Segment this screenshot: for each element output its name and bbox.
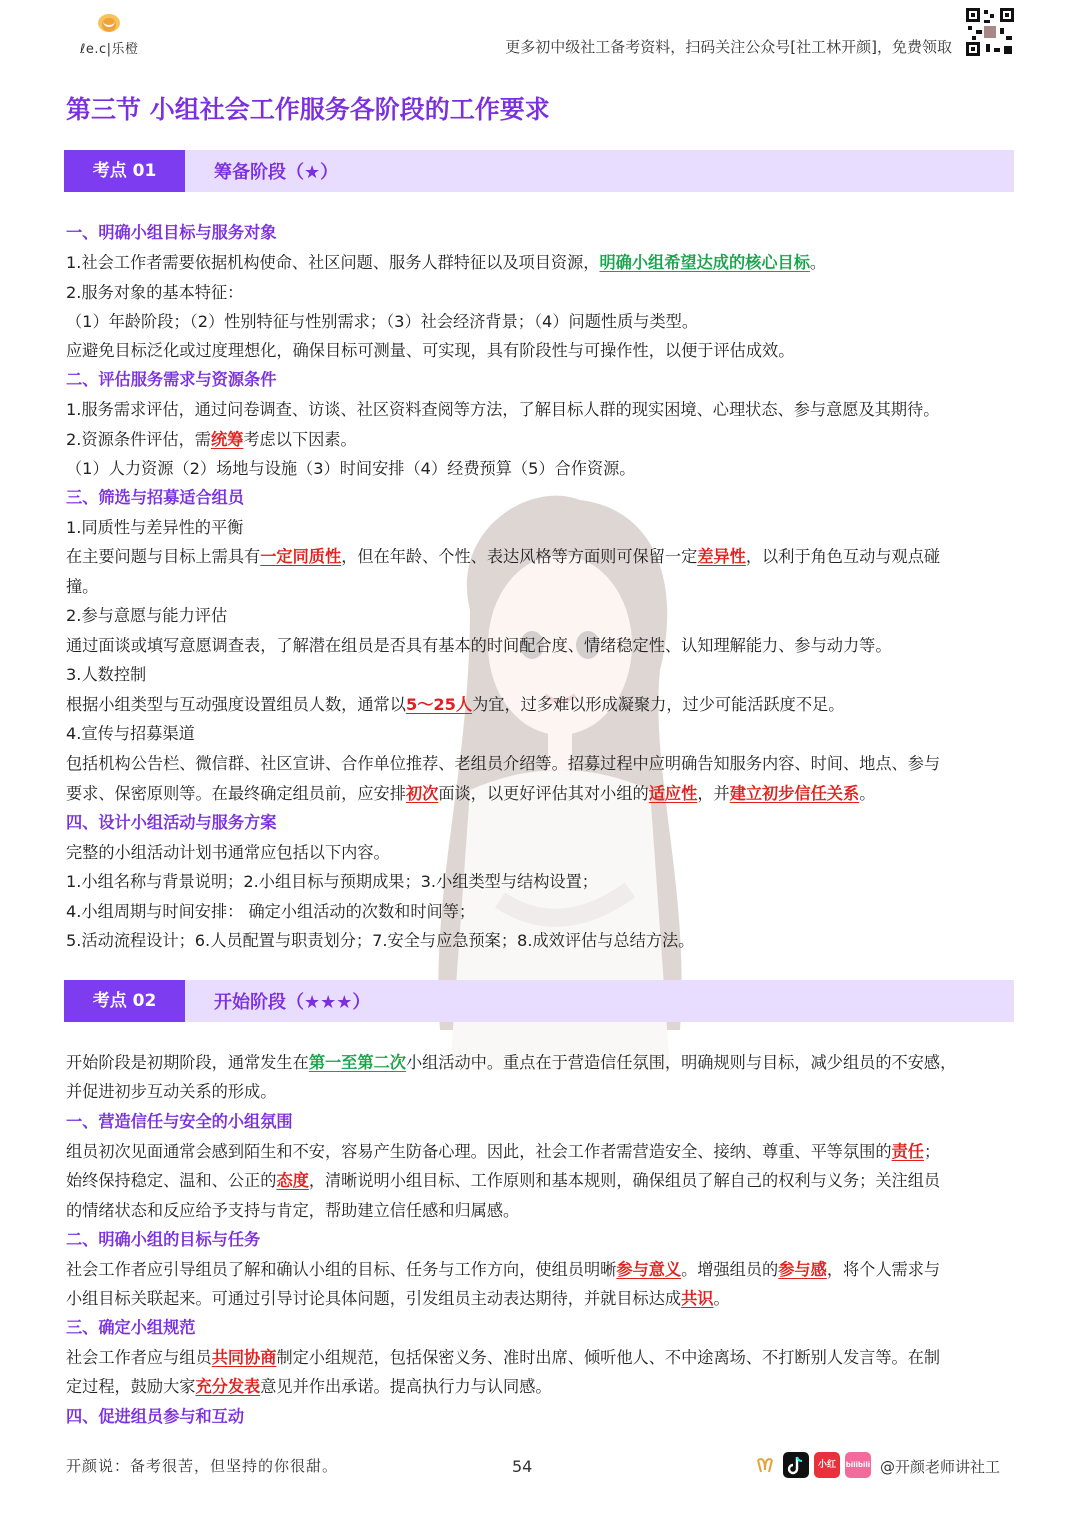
text-line	[66, 753, 940, 775]
text-run: 4.宣传与招募渠道	[66, 724, 195, 743]
page-number: 54	[512, 1457, 533, 1476]
subheading	[66, 222, 276, 244]
key-term: 明确小组希望达成的核心目标	[599, 253, 810, 272]
key-term: 统筹	[210, 430, 244, 449]
key-term: 建立初步信任关系	[729, 784, 860, 803]
text-line	[66, 399, 939, 421]
kaodian-tag: 考点 01	[64, 150, 185, 192]
text-run: 。	[713, 1289, 730, 1308]
text-line	[66, 1081, 276, 1103]
text-line	[66, 871, 598, 893]
text-line	[66, 1288, 730, 1310]
subheading	[66, 812, 276, 834]
text-line	[66, 517, 243, 539]
text-run: 考虑以下因素。	[243, 430, 357, 449]
text-run: 通过面谈或填写意愿调查表，了解潜在组员是否具有基本的时间配合度、情绪稳定性、认知理解能力、参与动力等。	[66, 636, 892, 655]
text-line	[66, 282, 243, 304]
footer-motto: 开颜说：备考很苦，但坚持的你很甜。	[66, 1457, 339, 1475]
key-term: 共识	[681, 1289, 714, 1308]
text-line	[66, 429, 357, 451]
subheading	[66, 1111, 293, 1133]
text-run: （1）年龄阶段；（2）性别特征与性别需求；（3）社会经济背景；（4）问题性质与类型。	[66, 312, 699, 331]
key-term: 一定同质性	[260, 547, 342, 566]
text-run: 面谈，以更好评估其对小组的	[438, 784, 649, 803]
subheading	[66, 1229, 260, 1251]
header-note: 更多初中级社工备考资料，扫码关注公众号[社工林开颜]，免费领取	[505, 38, 952, 56]
key-term: 适应性	[648, 784, 698, 803]
subheading-text: 四、设计小组活动与服务方案	[66, 813, 277, 832]
section-title: 第三节 小组社会工作服务各阶段的工作要求	[66, 95, 550, 124]
text-line	[66, 576, 98, 598]
text-run: 社会工作者应与组员	[66, 1348, 212, 1367]
text-run: 4.小组周期与时间安排： 确定小组活动的次数和时间等；	[66, 902, 476, 921]
key-term: 责任	[891, 1142, 924, 1161]
key-term: 参与意义	[616, 1260, 682, 1279]
text-run: 为宜，过多难以形成凝聚力，过少可能活跃度不足。	[472, 695, 845, 714]
text-line	[66, 1170, 940, 1192]
subheading-text: 一、营造信任与安全的小组氛围	[66, 1112, 293, 1131]
subheading	[66, 1317, 196, 1339]
text-run: 并促进初步互动关系的形成。	[66, 1082, 277, 1101]
qr-code-icon	[966, 8, 1014, 56]
text-run: ，以利于角色互动与观点碰	[745, 547, 941, 566]
subheading	[66, 487, 244, 509]
text-line	[66, 842, 390, 864]
kaodian-tag: 考点 02	[64, 980, 185, 1022]
logo	[80, 14, 150, 58]
subheading-text: 四、促进组员参与和互动	[66, 1407, 245, 1426]
text-line	[66, 458, 636, 480]
text-run: ，并	[697, 784, 730, 803]
text-run: ；	[923, 1142, 941, 1161]
text-run: 意见并作出承诺。提高执行力与认同感。	[260, 1377, 552, 1396]
tiktok-icon[interactable]	[783, 1452, 809, 1478]
text-run: ，清晰说明小组目标、工作原则和基本规则，确保组员了解自己的权利与义务；关注组员	[308, 1171, 941, 1190]
subheading-text: 一、明确小组目标与服务对象	[66, 223, 277, 242]
text-run: 根据小组类型与互动强度设置组员人数，通常以	[66, 695, 406, 714]
kaodian-title: 筹备阶段（★）	[214, 162, 339, 183]
key-term: 态度	[276, 1171, 309, 1190]
text-line	[66, 723, 195, 745]
text-run: ，但在年龄、个性、表达风格等方面则可保留一定	[341, 547, 698, 566]
text-line	[66, 252, 826, 274]
author-handle: @开颜老师讲社工	[880, 1458, 1001, 1476]
text-line	[66, 546, 940, 568]
text-line	[66, 340, 794, 362]
logo-text: ℓe.c|乐橙	[80, 42, 139, 57]
text-run: 完整的小组活动计划书通常应包括以下内容。	[66, 843, 390, 862]
text-line	[66, 1052, 956, 1074]
text-run: 1.服务需求评估，通过问卷调查、访谈、社区资料查阅等方法，了解目标人群的现实困境、心理状态、参与意愿及其期待。	[66, 400, 940, 419]
key-term: 第一至第二次	[308, 1053, 406, 1072]
key-term: 初次	[405, 784, 439, 803]
text-run: 组员初次见面通常会感到陌生和不安，容易产生防备心理。因此，社会工作者需营造安全、接纳、尊重、平等氛围的	[66, 1142, 892, 1161]
text-run: 3.人数控制	[66, 665, 147, 684]
text-run: 开始阶段是初期阶段，通常发生在	[66, 1053, 309, 1072]
text-line	[66, 901, 475, 923]
text-line	[66, 1259, 940, 1281]
subheading-text: 二、评估服务需求与资源条件	[66, 370, 277, 389]
text-line	[66, 1347, 940, 1369]
text-run: 小组目标关联起来。可通过引导讨论具体问题，引发组员主动表达期待，并就目标达成	[66, 1289, 682, 1308]
text-run: 在主要问题与目标上需具有	[66, 547, 261, 566]
text-run: 制定小组规范，包括保密义务、准时出席、倾听他人、不中途离场、不打断别人发言等。在制	[276, 1348, 941, 1367]
key-term: 共同协商	[211, 1348, 277, 1367]
text-run: 2.参与意愿与能力评估	[66, 606, 228, 625]
subheading-text: 二、明确小组的目标与任务	[66, 1230, 261, 1249]
text-line	[66, 1200, 519, 1222]
text-run: 1.同质性与差异性的平衡	[66, 518, 244, 537]
text-run: 包括机构公告栏、微信群、社区宣讲、合作单位推荐、老组员介绍等。招募过程中应明确告知服务内容、时间、地点、参与	[66, 754, 941, 773]
kaodian-banner-01	[64, 150, 1014, 192]
text-run: 小组活动中。重点在于营造信任氛围，明确规则与目标，减少组员的不安感，	[405, 1053, 957, 1072]
text-line	[66, 1376, 552, 1398]
text-run: 撞。	[66, 577, 99, 596]
key-term: 5～25人	[405, 695, 473, 714]
text-run: 5.活动流程设计；6.人员配置与职责划分；7.安全与应急预案；8.成效评估与总结方法。	[66, 931, 695, 950]
text-run: 。	[809, 253, 827, 272]
text-line	[66, 664, 146, 686]
key-term: 差异性	[697, 547, 746, 566]
text-run: 1.社会工作者需要依据机构使命、社区问题、服务人群特征以及项目资源，	[66, 253, 600, 272]
text-run: （1）人力资源（2）场地与设施（3）时间安排（4）经费预算（5）合作资源。	[66, 459, 636, 478]
key-term: 充分发表	[195, 1377, 261, 1396]
text-run: 社会工作者应引导组员了解和确认小组的目标、任务与工作方向，使组员明晰	[66, 1260, 617, 1279]
text-run: 的情绪状态和反应给予支持与肯定，帮助建立信任感和归属感。	[66, 1201, 520, 1220]
text-run: 要求、保密原则等。在最终确定组员前，应安排	[66, 784, 406, 803]
text-line	[66, 1141, 940, 1163]
moments-icon[interactable]	[752, 1452, 778, 1478]
text-run: 定过程，鼓励大家	[66, 1377, 196, 1396]
bilibili-icon[interactable]: bilibili	[845, 1452, 871, 1478]
subheading-text: 三、确定小组规范	[66, 1318, 196, 1337]
text-run: 应避免目标泛化或过度理想化，确保目标可测量、可实现，具有阶段性与可操作性，以便于评估成效。	[66, 341, 795, 360]
subheading	[66, 1406, 244, 1428]
text-line	[66, 783, 875, 805]
subheading-text: 三、筛选与招募适合组员	[66, 488, 245, 507]
text-line	[66, 311, 698, 333]
text-run: 始终保持稳定、温和、公正的	[66, 1171, 277, 1190]
text-run: 2.服务对象的基本特征：	[66, 283, 244, 302]
text-line	[66, 635, 892, 657]
logo-icon	[98, 14, 120, 32]
subheading	[66, 369, 276, 391]
text-line	[66, 694, 844, 716]
text-line	[66, 930, 694, 952]
xiaohongshu-icon[interactable]: 小红书	[814, 1452, 840, 1478]
text-run: 2.资源条件评估，需	[66, 430, 211, 449]
kaodian-banner-02	[64, 980, 1014, 1022]
text-run: 。	[859, 784, 876, 803]
text-run: ，将个人需求与	[826, 1260, 941, 1279]
text-run: 。增强组员的	[681, 1260, 779, 1279]
kaodian-title: 开始阶段（★★★）	[214, 992, 371, 1013]
key-term: 参与感	[778, 1260, 827, 1279]
text-run: 1.小组名称与背景说明；2.小组目标与预期成果；3.小组类型与结构设置；	[66, 872, 598, 891]
text-line	[66, 605, 227, 627]
